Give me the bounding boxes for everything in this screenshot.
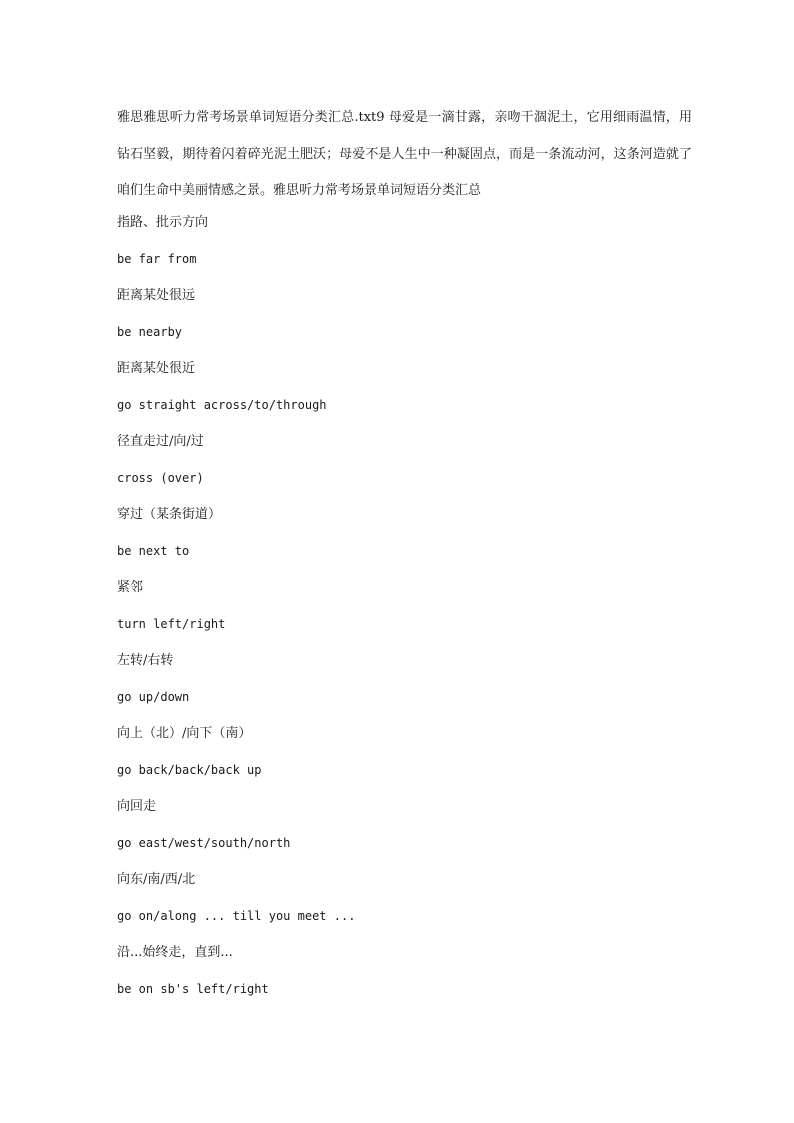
phrase-chinese: 向东/南/西/北 [117,872,196,887]
phrase-english: cross (over) [117,470,204,485]
phrase-english: go up/down [117,689,190,704]
phrase-english: turn left/right [117,616,226,631]
phrase-list [117,209,692,1012]
phrase-chinese: 径直走过/向/过 [117,434,204,449]
phrase-chinese: 向回走 [117,799,157,814]
phrase-english: be next to [117,543,190,558]
phrase-english: go straight across/to/through [117,397,327,412]
phrase-english: be on sb's left/right [117,981,269,996]
phrase-english: be far from [117,251,197,266]
phrase-chinese: 穿过（某条街道） [117,507,222,522]
phrase-english: go east/west/south/north [117,835,291,850]
phrase-english: go back/back/back up [117,762,262,777]
phrase-chinese: 距离某处很远 [117,288,196,303]
phrase-chinese: 向上（北）/向下（南） [117,726,252,741]
intro-paragraph: 雅思雅思听力常考场景单词短语分类汇总.txt9 母爱是一滴甘露，亲吻干涸泥土，它用细雨温情，用钻石坚毅，期待着闪着碎光泥土肥沃；母爱不是人生中一种凝固点，而是一条流动河，这条河造就了咱们生命中美丽情感之景。雅思听力常考场景单词短语分类汇总 [117,110,692,198]
phrase-chinese: 距离某处很近 [117,361,196,376]
phrase-english: go on/along ... till you meet ... [117,908,356,923]
phrase-chinese: 紧邻 [117,580,144,595]
phrase-english: be nearby [117,324,183,339]
phrase-chinese: 左转/右转 [117,653,174,668]
phrase-chinese: 指路、批示方向 [117,215,209,230]
phrase-chinese: 沿...始终走，直到... [117,945,233,960]
